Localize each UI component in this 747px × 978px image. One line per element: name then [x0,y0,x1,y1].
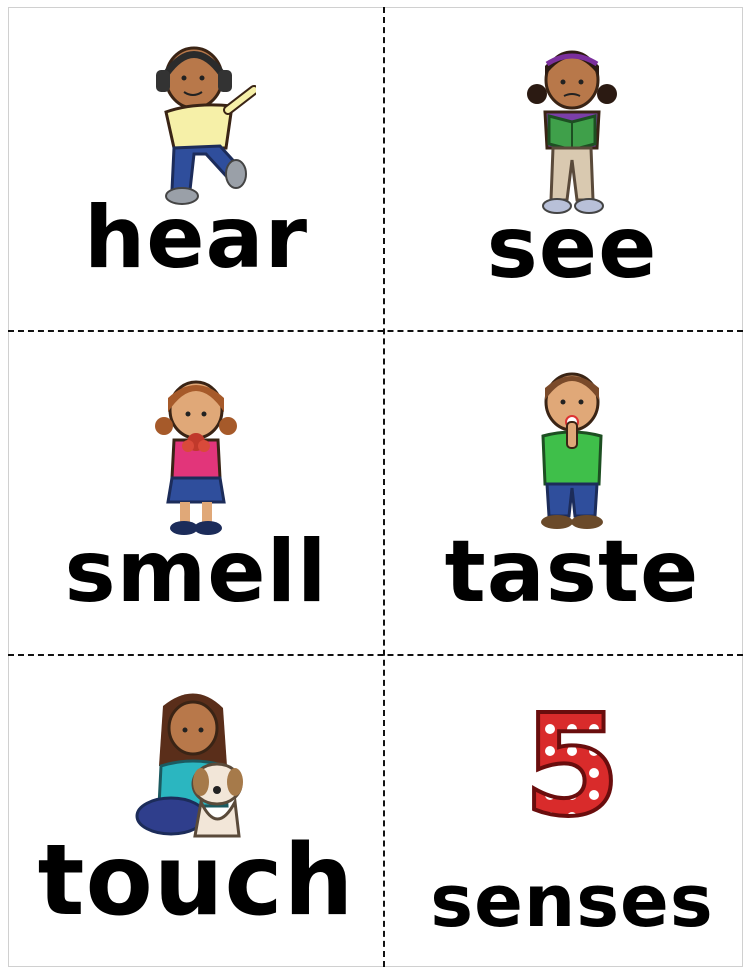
word-senses: senses [430,859,714,943]
card-smell [10,332,382,654]
word-touch: touch [37,824,355,938]
vertical-cut-line [383,7,385,967]
card-taste [386,332,747,654]
card-senses [386,656,747,978]
child-smelling-flowers-icon [146,368,246,538]
svg-text:5: 5 [523,696,621,826]
child-reading-book-icon [517,36,627,216]
card-see [386,8,747,330]
word-see: see [486,198,658,298]
horizontal-cut-line-1 [8,330,743,332]
child-eating-candy-icon [517,360,627,530]
horizontal-cut-line-2 [8,654,743,656]
child-petting-dog-icon [131,686,261,846]
word-taste: taste [444,522,700,622]
polka-dot-number-five-icon [517,696,627,826]
child-listening-headphones-icon [136,30,256,210]
word-smell: smell [64,522,328,622]
word-hear: hear [84,188,308,288]
card-hear [10,8,382,330]
card-touch [10,656,382,978]
